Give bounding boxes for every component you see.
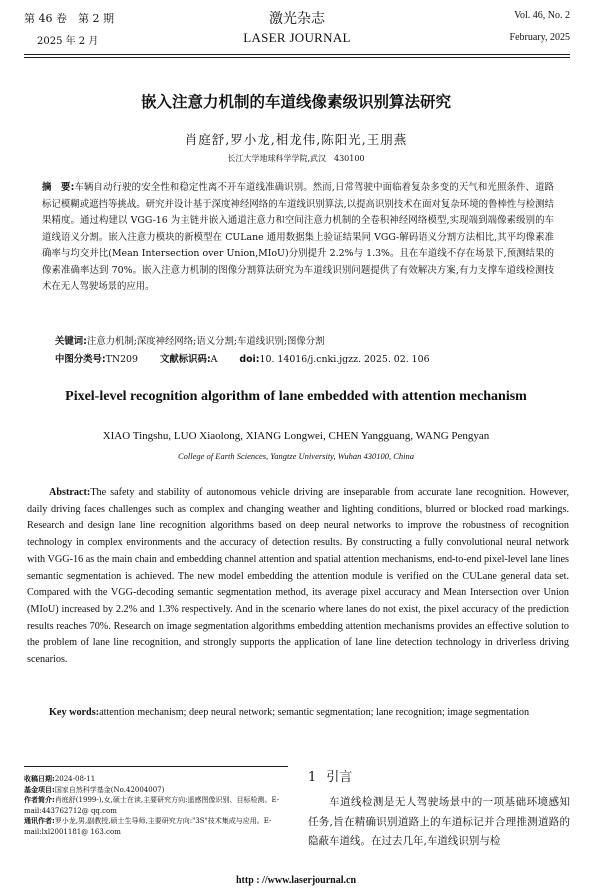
clc-label: 中图分类号: <box>55 354 106 365</box>
abstract-en-text: The safety and stability of autonomous vehicle driving are inseparable from accurate lane recognition. However, daily driving faces challenges such as complex and changing weather and lighting conditions, blurred or blocked road markings. Research and design lane line recognition algorithms based on deep neural networks to improve the robustness of recognition technology in complex environments and the accuracy of detection results. By constructing a fully convolutional neural network with VGG-16 as the main chain and embedding channel attention and spatial attention mechanisms, end-to-end pixel-level lane lines semantic segmentation is achieved. The new model embedding the attention module is verified on the CULane general data set. Compared with the VGG-decoding semantic segmentation method, its average pixel accuracy and Mean Intersection over Union (MIoU) increased by 2.2% and 1.3% respectively. And in the scenario where lanes do not exist, the pixel accuracy of the prediction results reaches 70%. Research on image segmentation algorithms embedding attention mechanisms provides an effective solution to the problem of lane line recognition, and strongly supports the application of lane line detection technology in driverless driving scenarios. <box>27 487 569 666</box>
section-number: 1 <box>308 770 317 785</box>
header-rule-thin <box>24 57 570 58</box>
doc-code-value: A <box>210 354 218 365</box>
section-heading <box>308 766 352 785</box>
keywords-cn-text: 注意力机制;深度神经网络;语义分割;车道线识别;图像分割 <box>86 336 325 347</box>
affiliation-cn: 长江大学地球科学学院,武汉 430100 <box>227 154 365 163</box>
footnote-corresponding: 通讯作者:罗小龙,男,副教授,硕士生导师,主要研究方向:"3S"技术集成与应用。E-mail:lxl2001181@ 163.com <box>24 817 272 836</box>
footnotes <box>24 774 292 838</box>
paper-title-en: Pixel-level recognition algorithm of lane embedded with attention mechanism <box>65 389 527 404</box>
section-title: 引言 <box>326 770 353 785</box>
abstract-en <box>27 485 569 669</box>
journal-name-cn: 激光杂志 <box>269 11 325 27</box>
footnote-author-bio: 作者简介:肖庭舒(1999-),女,硕士在读,主要研究方向:遥感图像识别、目标检测。E-mail:443762712@ qq.com <box>24 796 280 815</box>
volume-issue-en: Vol. 46, No. 2 <box>514 10 570 21</box>
keywords-en-text: attention mechanism; deep neural network; semantic segmentation; lane recognition; image segmentation <box>99 707 530 718</box>
footnote-rule <box>24 766 288 767</box>
classification-line <box>55 351 430 365</box>
affiliation-en: College of Earth Sciences, Yangtze University, Wuhan 430100, China <box>177 451 415 461</box>
keywords-cn <box>55 333 325 347</box>
doc-code-label: 文献标识码: <box>159 354 211 365</box>
footnote-received: 收稿日期:2024-08-11 <box>24 775 96 783</box>
clc-value: TN209 <box>105 354 138 365</box>
paper-title-cn: 嵌入注意力机制的车道线像素级识别算法研究 <box>140 93 451 111</box>
abstract-cn <box>42 180 554 296</box>
footer-url: http : //www.laserjournal.cn <box>236 875 356 886</box>
journal-name-en: LASER JOURNAL <box>243 30 351 45</box>
date-cn: 2025 年 2 月 <box>37 36 99 47</box>
authors-en: XIAO Tingshu, LUO Xiaolong, XIANG Longwei, CHEN Yangguang, WANG Pengyan <box>102 430 490 442</box>
abstract-cn-text: 车辆自动行驶的安全性和稳定性离不开车道线准确识别。然而,日常驾驶中面临着复杂多变的天气和光照条件、道路标记模糊或遮挡等挑战。研究并设计基于深度神经网络的车道线识别算法,以提高识别技术在面对复杂环境的鲁棒性与检测结果精度。通过构建以 VGG-16 为主链并嵌入通道注意力和空间注意力机制的全卷积神经网络模型,实现端到端像素级别的车道线语义分割。嵌入注意力模块的新模型在 CULane 通用数据集上验证结果同 VGG-解码语义分割方法相比,其平均像素准确率与均交并比(Mean Intersection over Union,MIoU)分别提升 2.2%与 1.3%。且在车道线不存在场景下,预测结果的像素准确率达到 70%。嵌入注意力机制的图像分割算法研究为车道线识别问题提供了有效解决方案,有力支撑车道线检测技术在无人驾驶场景的应用。 <box>42 182 554 292</box>
intro-paragraph: 车道线检测是无人驾驶场景中的一项基础环境感知任务,旨在精确识别道路上的车道标记并合理推测道路的隐蔽车道线。在过去几年,车道线识别与检 <box>308 796 570 847</box>
header-rule <box>24 54 570 55</box>
doi-value: 10. 14016/j.cnki.jgzz. 2025. 02. 106 <box>259 354 430 365</box>
keywords-en <box>27 705 569 722</box>
doi-label: doi: <box>239 354 260 365</box>
footnote-funding: 基金项目:国家自然科学基金(No.42004007) <box>24 785 165 794</box>
keywords-en-label: Key words: <box>49 707 100 718</box>
abstract-cn-label: 摘 要: <box>42 182 75 193</box>
abstract-en-label: Abstract: <box>49 487 91 498</box>
keywords-cn-label: 关键词: <box>55 336 87 347</box>
volume-issue-cn: 第 46 卷 第 2 期 <box>24 12 114 25</box>
date-en: February, 2025 <box>509 32 570 43</box>
running-header <box>24 6 570 54</box>
authors-cn: 肖庭舒,罗小龙,相龙伟,陈阳光,王朋燕 <box>184 132 408 147</box>
